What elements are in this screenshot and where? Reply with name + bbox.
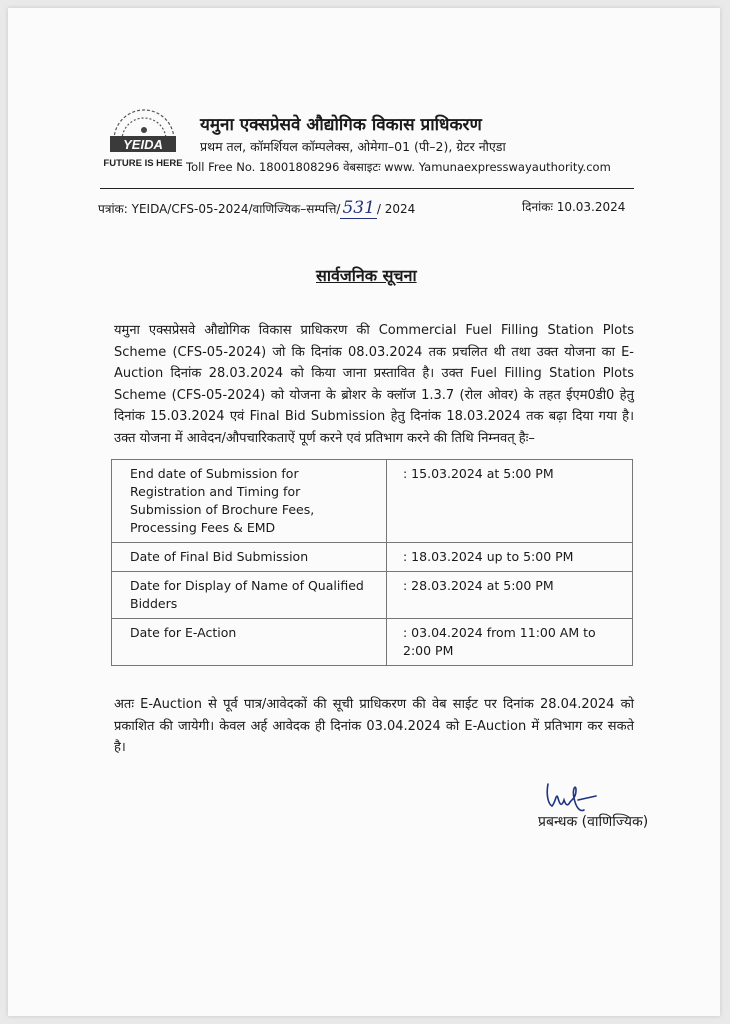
schedule-value: : 28.03.2024 at 5:00 PM: [387, 572, 633, 619]
logo-text: YEIDA: [123, 137, 163, 152]
reference-suffix: / 2024: [376, 202, 416, 216]
organization-address: प्रथम तल, कॉमर्शियल कॉम्पलेक्स, ओमेगा–01 (पी–2), ग्रेटर नौएडा: [200, 139, 506, 154]
document-page: [8, 8, 720, 1016]
organization-contact: Toll Free No. 18001808296 वेबसाइटः www. Yamunaexpresswayauthority.com: [186, 160, 611, 174]
notice-title: सार्वजनिक सूचना: [316, 266, 417, 285]
table-row: [112, 619, 633, 666]
reference-number: 531: [342, 198, 375, 218]
schedule-label: Date of Final Bid Submission: [112, 543, 387, 572]
logo-tagline: FUTURE IS HERE: [103, 158, 183, 169]
schedule-value: : 15.03.2024 at 5:00 PM: [387, 460, 633, 543]
schedule-label: End date of Submission for Registration and Timing for Submission of Brochure Fees, Processing Fees & EMD: [112, 460, 387, 543]
schedule-value: : 18.03.2024 up to 5:00 PM: [387, 543, 633, 572]
yeida-logo: [96, 96, 192, 174]
reference-line: [98, 198, 415, 218]
intro-paragraph: यमुना एक्सप्रेसवे औद्योगिक विकास प्राधिकरण की Commercial Fuel Filling Station Plots Scheme (CFS-05-2024) जो कि दिनांक 08.03.2024 तक प्रचलित थी तथा उक्त योजना का E-Auction दिनांक 28.03.2024 को किया जाना प्रस्तावित है। उक्त Fuel Filling Station Plots Scheme (CFS-05-2024) को योजना के ब्रोशर के क्लॉज 1.3.7 (रोल ओवर) के तहत ईएम0डी0 हेतु दिनांक 15.03.2024 एवं Final Bid Submission हेतु दिनांक 18.03.2024 तक बढ़ा दिया गया है। उक्त योजना में आवेदन/औपचारिकताऐं पूर्ण करने एवं प्रतिभाग करने की तिथि निम्नवत् हैः–: [114, 323, 634, 446]
table-row: [112, 572, 633, 619]
schedule-value: : 03.04.2024 from 11:00 AM to 2:00 PM: [387, 619, 633, 666]
schedule-table: [111, 459, 633, 666]
schedule-label: Date for Display of Name of Qualified Bidders: [112, 572, 387, 619]
organization-name: यमुना एक्सप्रेसवे औद्योगिक विकास प्राधिकरण: [200, 115, 482, 135]
schedule-label: Date for E-Action: [112, 619, 387, 666]
closing-paragraph: अतः E-Auction से पूर्व पात्र/आवेदकों की सूची प्राधिकरण की वेब साईट पर दिनांक 28.04.2024 को प्रकाशित की जायेगी। केवल अर्ह आवेदक ही दिनांक 03.04.2024 को E-Auction में प्रतिभाग कर सकते है।: [114, 697, 634, 755]
header-divider: [100, 188, 634, 189]
signatory-designation: प्रबन्धक (वाणिज्यिक): [538, 814, 649, 830]
table-row: [112, 460, 633, 543]
reference-date: दिनांकः 10.03.2024: [522, 200, 626, 214]
reference-prefix: पत्रांक: YEIDA/CFS-05-2024/वाणिज्यिक–सम्पत्ति/: [98, 202, 341, 216]
table-row: [112, 543, 633, 572]
